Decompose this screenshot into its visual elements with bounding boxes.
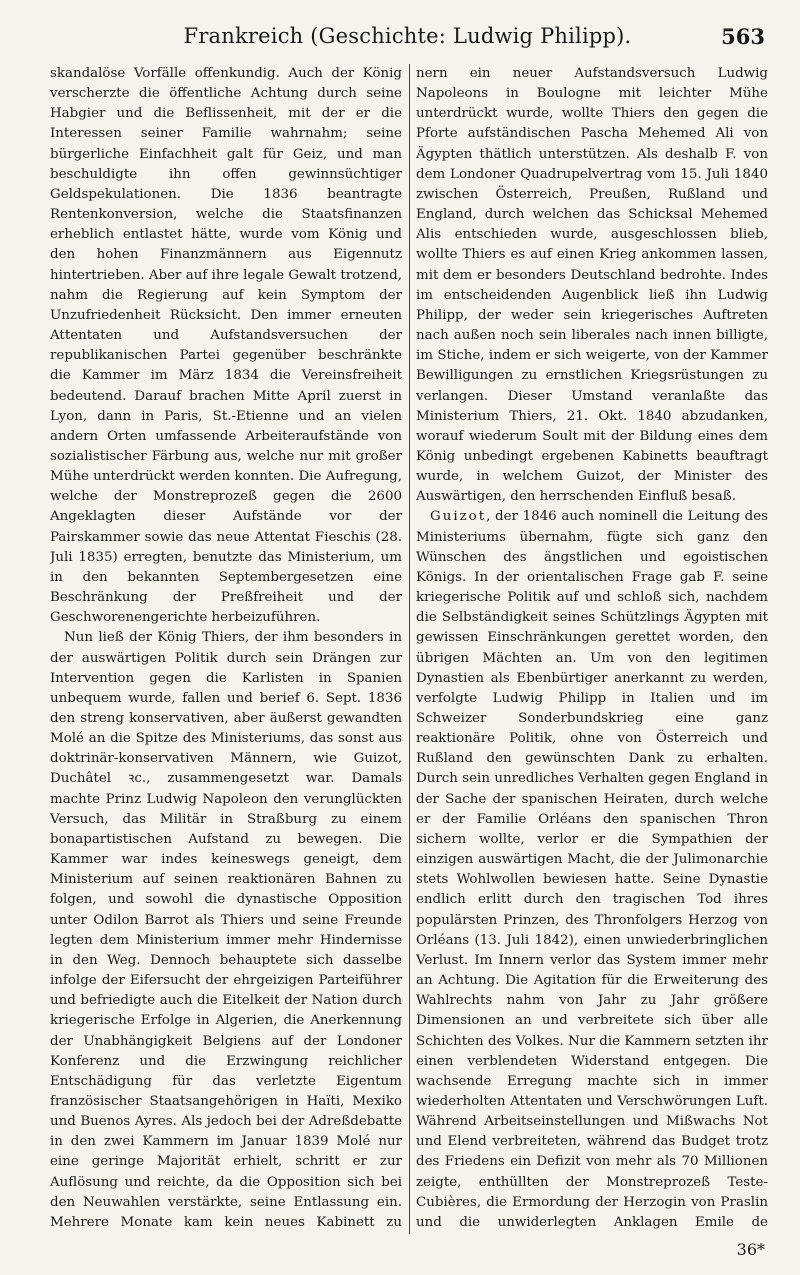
spaced-name: Guizot [430, 509, 487, 525]
page-header [50, 22, 765, 56]
left-column [50, 64, 402, 1234]
paragraph: nern ein neuer Aufstandsversuch Ludwig Napoleons in Boulogne mit leichter Mühe unterdrückt wurde, wollte Thiers den gegen die Pforte aufständischen Pascha Mehemed Ali von Ägypten thätlich unterstützen. Als deshalb F. von dem Londoner Quadrupelvertrag vom 15. Juli 1840 zwischen Österreich, Preußen, Rußland und England, durch welchen das Schicksal Mehemed Alis entschieden wurde, ausgeschlossen blieb, wollte Thiers es auf einen Krieg ankommen lassen, mit dem er besonders Deutschland bedrohte. Indes im entscheidenden Augenblick ließ ihn Ludwig Philipp, der weder sein kriegerisches Auftreten nach außen noch sein liberales nach innen billigte, im Stiche, indem er sich weigerte, von der Kammer Bewilligungen zu ernstlichen Kriegsrüstungen zu verlangen. Dieser Umstand veranlaßte das Ministerium Thiers, 21. Okt. 1840 abzudanken, worauf wiederum Soult mit der Bildung eines dem König unbedingt ergebenen Kabinetts beauftragt wurde, in welchem Guizot, der Minister des Auswärtigen, den herrschenden Einfluß besaß. [416, 66, 768, 505]
page-number: 563 [721, 24, 765, 49]
text-columns [50, 64, 768, 1234]
paragraph: Nun ließ der König Thiers, der ihm besonders in der auswärtigen Politik durch sein Drängen zur Intervention gegen die Karlisten in Spanien unbequem wurde, fallen und berief 6. Sept. 1836 den streng konservativen, aber äußerst gewandten Molé an die Spitze des Ministeriums, das sonst aus doktrinär-konservativen Männern, wie Guizot, Duchâtel ꝛc., zusammengesetzt war. Damals machte Prinz Ludwig Napoleon den verunglückten Versuch, das Militär in Straßburg zu einem bonapartistischen Aufstand zu bewegen. Die Kammer war indes keineswegs geneigt, dem Ministerium auf seinen reaktionären Bahnen zu folgen, und sowohl die dynastische Opposition unter Odilon Barrot als Thiers und seine Freunde legten dem Ministerium immer mehr Hindernisse in den Weg. Dennoch behauptete sich dasselbe infolge der Eifersucht der ehrgeizigen Parteiführer und befriedigte auch die Eitelkeit der Nation durch kriegerische Erfolge in Algerien, die Anerkennung der Unabhängigkeit Belgiens auf der Londoner Konferenz und die Erzwingung reichlicher Entschädigung für das verletzte Eigentum französischer Staatsangehörigen in Haïti, Mexiko und Buenos Ayres. Als jedoch bei der Adreßdebatte in den zwei Kammern im Januar 1839 Molé nur eine geringe Majorität erhielt, schritt er zur Auflösung und reichte, da die Opposition sich bei den Neuwahlen verstärkte, seine Entlassung ein. Mehrere Monate kam kein neues Kabinett zu [50, 630, 402, 1230]
running-title: Frankreich (Geschichte: Ludwig Philipp). [183, 24, 632, 48]
paragraph: skandalöse Vorfälle offenkundig. Auch der König verscherzte die öffentliche Achtung durch seine Habgier und die Beflissenheit, mit der er die Interessen seiner Familie wahrnahm; seine bürgerliche Einfachheit galt für Geiz, und man beschuldigte ihn offen gewinnsüchtiger Geldspekulationen. Die 1836 beantragte Rentenkonversion, welche die Staatsfinanzen erheblich entlastet hätte, wurde vom König und den hohen Finanzmännern aus Eigennutz hintertrieben. Aber auf ihre legale Gewalt trotzend, nahm die Regierung auf kein Symptom der Unzufriedenheit Rücksicht. Den immer erneuten Attentaten und Aufstandsversuchen der republikanischen Partei gegenüber beschränkte die Kammer im März 1834 die Vereinsfreiheit bedeutend. Darauf brachen Mitte April zuerst in Lyon, dann in Paris, St.-Etienne und an vielen andern Orten umfassende Arbeiteraufstände von sozialistischer Färbung aus, welche nur mit großer Mühe unterdrückt werden konnten. Die Aufregung, welche der Monstreprozeß gegen die 2600 Angeklagten dieser Aufstände vor der Pairskammer sowie das neue Attentat Fieschis (28. Juli 1835) erregten, benutzte das Ministerium, um in den bekannten Septembergesetzen eine Beschränkung der Preßfreiheit und der Geschworenengerichte herbeizuführen. [50, 66, 402, 626]
column-divider [409, 64, 410, 1234]
sheet-signature: 36* [736, 1240, 765, 1259]
right-column [416, 64, 768, 1234]
paragraph [416, 507, 768, 1234]
paragraph-text: , der 1846 auch nominell die Leitung des Ministeriums übernahm, fügte sich ganz den Wünschen des ängstlichen und egoistischen Königs. In der orientalischen Frage gab F. seine kriegerische Politik auf und schloß sich, nachdem die Selbständigkeit seines Schützlings Ägypten mit gewissen Einschränkungen gerettet worden, den übrigen Mächten an. Um von den legitimen Dynastien als Ebenbürtiger anerkannt zu werden, verfolgte Ludwig Philipp in Italien und im Schweizer Sonderbundskrieg eine ganz reaktionäre Politik, ohne von Österreich und Rußland den gewünschten Dank zu erhalten. Durch sein unredliches Verhalten gegen England in der Sache der spanischen Heiraten, durch welche er der Familie Orléans den spanischen Thron sichern wollte, verlor er die Sympathien der einzigen auswärtigen Macht, die der Julimonarchie stets Wohlwollen bewiesen hatte. Seine Dynastie endlich erlitt durch den tragischen Tod ihres populärsten Prinzen, des Thronfolgers Herzog von Orléans (13. Juli 1842), einen unwiederbringlichen Verlust. Im Innern verlor das System immer mehr an Achtung. Die Agitation für die Erweiterung des Wahlrechts nahm von Jahr zu Jahr größere Dimensionen an und verbreitete sich über alle Schichten des Volkes. Nur die Kammern setzten ihr einen verblendeten Widerstand entgegen. Die wachsende Erregung machte sich in immer wiederholten Attentaten und Verschwörungen Luft. Während Arbeitseinstellungen und Mißwachs Not und Elend verbreiteten, während das Budget trotz des Friedens ein Defizit von mehr als 70 Millionen zeigte, enthüllten der Monstreprozeß Teste-Cubières, die Ermordung der Herzogin von Praslin und die unwiderlegten Anklagen Emile de [416, 509, 768, 1230]
